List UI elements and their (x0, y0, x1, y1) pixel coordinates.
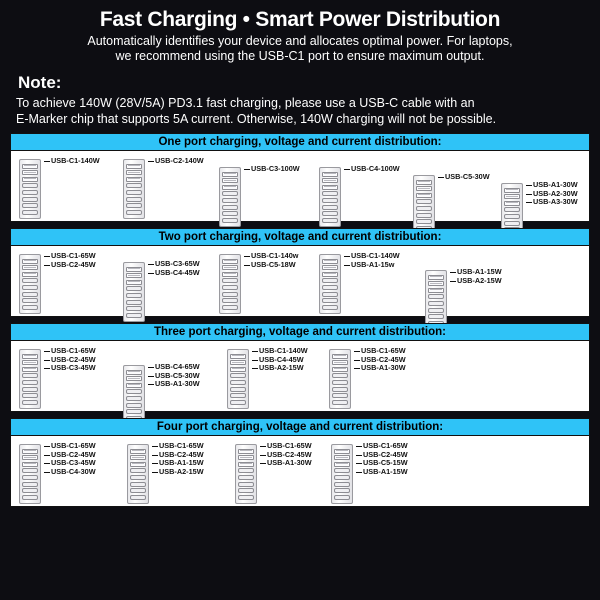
usb-c-port-icon (322, 305, 338, 310)
usb-c-port-icon (416, 199, 432, 204)
usb-c-port-icon (222, 285, 238, 290)
usb-c-port-icon (22, 482, 38, 487)
charger-device-icon (319, 167, 341, 227)
subtitle-line-2: we recommend using the USB-C1 port to ensure maximum output. (115, 49, 485, 63)
charger-unit (19, 252, 96, 314)
port-label: USB-A1-15W (356, 468, 408, 477)
charger-device-icon (19, 159, 41, 219)
charger-unit (425, 268, 502, 330)
usb-a-port-icon (322, 172, 338, 177)
port-label-group (148, 157, 204, 166)
section-heading: Two port charging, voltage and current distribution: (11, 229, 589, 246)
port-label-group (344, 252, 400, 269)
charger-unit (123, 363, 200, 425)
usb-c-port-icon (334, 488, 350, 493)
usb-a-port-icon (126, 267, 142, 272)
port-label-group (148, 260, 200, 277)
port-label-group (244, 252, 298, 269)
usb-a-port-icon (222, 185, 238, 190)
charger-unit (319, 252, 400, 314)
usb-c-port-icon (222, 278, 238, 283)
port-label: USB-C1-65W (354, 347, 406, 356)
usb-c-port-icon (504, 221, 520, 226)
usb-a-port-icon (222, 178, 238, 183)
usb-c-port-icon (22, 210, 38, 215)
usb-a-port-icon (126, 164, 142, 169)
charger-unit (123, 157, 204, 219)
usb-c-port-icon (126, 389, 142, 394)
port-label: USB-C2-45W (260, 451, 312, 460)
port-label-group (354, 347, 406, 373)
usb-a-port-icon (126, 370, 142, 375)
usb-c-port-icon (504, 207, 520, 212)
port-label: USB-C4-45W (252, 356, 308, 365)
usb-a-port-icon (504, 194, 520, 199)
port-label-group (438, 173, 490, 182)
usb-a-port-icon (22, 449, 38, 454)
usb-c-port-icon (130, 475, 146, 480)
port-label: USB-A1-30W (526, 181, 578, 190)
port-label: USB-A1-15w (344, 261, 400, 270)
usb-a-port-icon (322, 185, 338, 190)
usb-c-port-icon (126, 210, 142, 215)
port-label: USB-A2-15W (252, 364, 308, 373)
usb-a-port-icon (22, 360, 38, 365)
port-label-group (356, 442, 408, 476)
usb-c-port-icon (22, 197, 38, 202)
subtitle-line-1: Automatically identifies your device and allocates optimal power. For laptops, (87, 34, 513, 48)
usb-c-port-icon (126, 313, 142, 318)
usb-a-port-icon (126, 170, 142, 175)
port-label-group (44, 442, 96, 476)
usb-c-port-icon (222, 198, 238, 203)
usb-a-port-icon (222, 259, 238, 264)
usb-c-port-icon (130, 495, 146, 500)
section-2 (10, 228, 590, 317)
usb-a-port-icon (22, 170, 38, 175)
port-label: USB-A1-30W (148, 380, 200, 389)
section-heading: Four port charging, voltage and current distribution: (11, 419, 589, 436)
usb-a-port-icon (238, 455, 254, 460)
port-label: USB-A2-30W (526, 190, 578, 199)
usb-c-port-icon (22, 373, 38, 378)
port-label-group (44, 347, 96, 373)
port-label-group (148, 363, 200, 389)
usb-c-port-icon (334, 482, 350, 487)
usb-c-port-icon (322, 191, 338, 196)
usb-a-port-icon (230, 360, 246, 365)
usb-c-port-icon (230, 393, 246, 398)
usb-c-port-icon (238, 482, 254, 487)
usb-a-port-icon (126, 273, 142, 278)
section-body (11, 341, 589, 411)
usb-c-port-icon (322, 211, 338, 216)
charger-unit (219, 252, 298, 314)
usb-c-port-icon (22, 475, 38, 480)
usb-c-port-icon (126, 203, 142, 208)
usb-a-port-icon (22, 367, 38, 372)
usb-a-port-icon (332, 360, 348, 365)
usb-c-port-icon (222, 305, 238, 310)
usb-c-port-icon (416, 206, 432, 211)
usb-c-port-icon (322, 285, 338, 290)
port-label: USB-C3-45W (44, 459, 96, 468)
usb-c-port-icon (222, 211, 238, 216)
usb-c-port-icon (22, 292, 38, 297)
port-label: USB-C4-30W (44, 468, 96, 477)
section-body (11, 436, 589, 506)
usb-c-port-icon (416, 213, 432, 218)
usb-c-port-icon (230, 380, 246, 385)
usb-a-port-icon (322, 259, 338, 264)
usb-c-port-icon (126, 197, 142, 202)
usb-c-port-icon (22, 305, 38, 310)
charger-unit (227, 347, 308, 409)
usb-a-port-icon (238, 449, 254, 454)
usb-a-port-icon (130, 455, 146, 460)
port-label: USB-C1-65W (260, 442, 312, 451)
usb-c-port-icon (22, 488, 38, 493)
port-label: USB-A1-15W (450, 268, 502, 277)
port-label-group (450, 268, 502, 285)
port-label: USB-C5-18W (244, 261, 298, 270)
port-label: USB-C1-140W (252, 347, 308, 356)
usb-c-port-icon (22, 468, 38, 473)
usb-c-port-icon (126, 286, 142, 291)
port-label: USB-C1-65W (152, 442, 204, 451)
port-label-group (152, 442, 204, 476)
usb-c-port-icon (222, 292, 238, 297)
usb-c-port-icon (322, 292, 338, 297)
usb-c-port-icon (230, 373, 246, 378)
charger-device-icon (425, 270, 447, 330)
usb-c-port-icon (322, 198, 338, 203)
port-label: USB-C1-65W (44, 252, 96, 261)
charger-unit (319, 165, 400, 227)
usb-c-port-icon (230, 387, 246, 392)
usb-c-port-icon (332, 400, 348, 405)
port-label: USB-C1-65W (44, 442, 96, 451)
usb-c-port-icon (22, 285, 38, 290)
usb-a-port-icon (22, 455, 38, 460)
port-label: USB-C2-45W (44, 356, 96, 365)
charger-unit (123, 260, 200, 322)
usb-c-port-icon (222, 218, 238, 223)
port-label: USB-C5-15W (356, 459, 408, 468)
usb-c-port-icon (126, 183, 142, 188)
charger-unit (329, 347, 406, 409)
usb-c-port-icon (428, 308, 444, 313)
charger-device-icon (331, 444, 353, 504)
usb-a-port-icon (222, 265, 238, 270)
port-label-group (44, 157, 100, 166)
usb-c-port-icon (504, 214, 520, 219)
section-3 (10, 323, 590, 412)
port-label: USB-C1-140W (344, 252, 400, 261)
usb-a-port-icon (130, 449, 146, 454)
port-label: USB-C1-65W (44, 347, 96, 356)
usb-c-port-icon (222, 191, 238, 196)
usb-a-port-icon (22, 272, 38, 277)
usb-c-port-icon (322, 278, 338, 283)
port-label: USB-C4-45W (148, 269, 200, 278)
charger-unit (19, 347, 96, 409)
port-label: USB-C2-45W (354, 356, 406, 365)
usb-c-port-icon (238, 468, 254, 473)
usb-c-port-icon (22, 393, 38, 398)
section-1 (10, 133, 590, 222)
charger-device-icon (19, 254, 41, 314)
charger-device-icon (319, 254, 341, 314)
usb-a-port-icon (22, 265, 38, 270)
port-label: USB-C5-30W (438, 173, 490, 182)
usb-c-port-icon (22, 203, 38, 208)
port-label: USB-A2-15W (152, 468, 204, 477)
usb-c-port-icon (428, 301, 444, 306)
charger-device-icon (219, 167, 241, 227)
charger-unit (235, 442, 312, 504)
usb-c-port-icon (332, 393, 348, 398)
usb-c-port-icon (238, 495, 254, 500)
port-label: USB-C1-65W (356, 442, 408, 451)
charger-unit (331, 442, 408, 504)
usb-c-port-icon (22, 400, 38, 405)
usb-a-port-icon (416, 186, 432, 191)
charger-device-icon (329, 349, 351, 409)
port-label: USB-A3-30W (526, 198, 578, 207)
port-label: USB-C3-100W (244, 165, 300, 174)
usb-c-port-icon (428, 294, 444, 299)
port-label: USB-A2-15W (450, 277, 502, 286)
charger-device-icon (219, 254, 241, 314)
usb-c-port-icon (322, 205, 338, 210)
port-label: USB-C4-65W (148, 363, 200, 372)
usb-a-port-icon (428, 288, 444, 293)
charger-device-icon (127, 444, 149, 504)
usb-c-port-icon (416, 219, 432, 224)
port-label-group (344, 165, 400, 174)
charger-device-icon (227, 349, 249, 409)
charger-unit (19, 442, 96, 504)
usb-a-port-icon (126, 376, 142, 381)
usb-a-port-icon (322, 272, 338, 277)
charger-unit (219, 165, 300, 227)
port-label: USB-A1-30W (354, 364, 406, 373)
charger-unit (413, 173, 490, 235)
note-label: Note: (18, 73, 62, 92)
usb-c-port-icon (334, 475, 350, 480)
section-4 (10, 418, 590, 507)
usb-a-port-icon (334, 462, 350, 467)
usb-a-port-icon (222, 172, 238, 177)
usb-a-port-icon (322, 178, 338, 183)
usb-a-port-icon (230, 354, 246, 359)
usb-a-port-icon (332, 354, 348, 359)
note-line-1: To achieve 140W (28V/5A) PD3.1 fast charging, please use a USB-C cable with an (16, 96, 475, 110)
port-label: USB-C2-45W (44, 451, 96, 460)
usb-c-port-icon (130, 468, 146, 473)
usb-c-port-icon (334, 495, 350, 500)
port-label: USB-C5-30W (148, 372, 200, 381)
section-body (11, 151, 589, 221)
port-label: USB-A1-30W (260, 459, 312, 468)
port-label: USB-C2-140W (148, 157, 204, 166)
usb-c-port-icon (332, 387, 348, 392)
usb-c-port-icon (126, 293, 142, 298)
usb-a-port-icon (238, 462, 254, 467)
charger-device-icon (123, 365, 145, 425)
usb-c-port-icon (222, 298, 238, 303)
usb-c-port-icon (334, 468, 350, 473)
port-label: USB-C2-45W (356, 451, 408, 460)
port-label: USB-C1-140w (244, 252, 298, 261)
port-label: USB-A1-15W (152, 459, 204, 468)
usb-a-port-icon (416, 193, 432, 198)
usb-c-port-icon (332, 373, 348, 378)
usb-a-port-icon (504, 188, 520, 193)
usb-c-port-icon (126, 396, 142, 401)
charger-device-icon (19, 349, 41, 409)
usb-c-port-icon (22, 495, 38, 500)
usb-c-port-icon (126, 409, 142, 414)
port-label: USB-C3-65W (148, 260, 200, 269)
usb-c-port-icon (126, 306, 142, 311)
usb-c-port-icon (22, 190, 38, 195)
port-label-group (252, 347, 308, 373)
usb-c-port-icon (130, 482, 146, 487)
usb-c-port-icon (230, 400, 246, 405)
usb-c-port-icon (22, 380, 38, 385)
usb-a-port-icon (22, 164, 38, 169)
sections-container (8, 133, 592, 507)
port-label: USB-C2-45W (152, 451, 204, 460)
usb-a-port-icon (22, 259, 38, 264)
usb-c-port-icon (22, 387, 38, 392)
usb-c-port-icon (428, 314, 444, 319)
section-heading: One port charging, voltage and current distribution: (11, 134, 589, 151)
charger-device-icon (235, 444, 257, 504)
section-body (11, 246, 589, 316)
usb-a-port-icon (428, 275, 444, 280)
usb-c-port-icon (126, 190, 142, 195)
usb-c-port-icon (126, 403, 142, 408)
usb-c-port-icon (22, 183, 38, 188)
usb-a-port-icon (126, 383, 142, 388)
port-label-group (244, 165, 300, 174)
note-line-2: E-Marker chip that supports 5A current. Otherwise, 140W charging will not be possible. (16, 112, 497, 126)
usb-a-port-icon (22, 462, 38, 467)
charger-device-icon (413, 175, 435, 235)
usb-a-port-icon (322, 265, 338, 270)
usb-c-port-icon (126, 300, 142, 305)
usb-a-port-icon (22, 354, 38, 359)
port-label: USB-C1-140W (44, 157, 100, 166)
usb-c-port-icon (238, 475, 254, 480)
charger-device-icon (123, 159, 145, 219)
usb-a-port-icon (416, 180, 432, 185)
charger-unit (19, 157, 100, 219)
usb-c-port-icon (22, 298, 38, 303)
usb-a-port-icon (126, 280, 142, 285)
usb-a-port-icon (230, 367, 246, 372)
charger-unit (127, 442, 204, 504)
usb-a-port-icon (222, 272, 238, 277)
usb-a-port-icon (332, 367, 348, 372)
charger-device-icon (123, 262, 145, 322)
usb-a-port-icon (428, 281, 444, 286)
usb-c-port-icon (238, 488, 254, 493)
usb-c-port-icon (130, 488, 146, 493)
usb-c-port-icon (322, 298, 338, 303)
usb-c-port-icon (222, 205, 238, 210)
port-label: USB-C3-45W (44, 364, 96, 373)
usb-a-port-icon (504, 201, 520, 206)
page-title: Fast Charging • Smart Power Distribution (99, 8, 501, 31)
usb-a-port-icon (334, 455, 350, 460)
port-label: USB-C2-45W (44, 261, 96, 270)
port-label-group (260, 442, 312, 468)
usb-a-port-icon (130, 462, 146, 467)
usb-a-port-icon (334, 449, 350, 454)
usb-a-port-icon (126, 177, 142, 182)
port-label-group (526, 181, 578, 207)
usb-a-port-icon (22, 177, 38, 182)
port-label-group (44, 252, 96, 269)
port-label: USB-C4-100W (344, 165, 400, 174)
usb-c-port-icon (22, 278, 38, 283)
usb-c-port-icon (322, 218, 338, 223)
usb-c-port-icon (332, 380, 348, 385)
charger-device-icon (19, 444, 41, 504)
section-heading: Three port charging, voltage and current distribution: (11, 324, 589, 341)
